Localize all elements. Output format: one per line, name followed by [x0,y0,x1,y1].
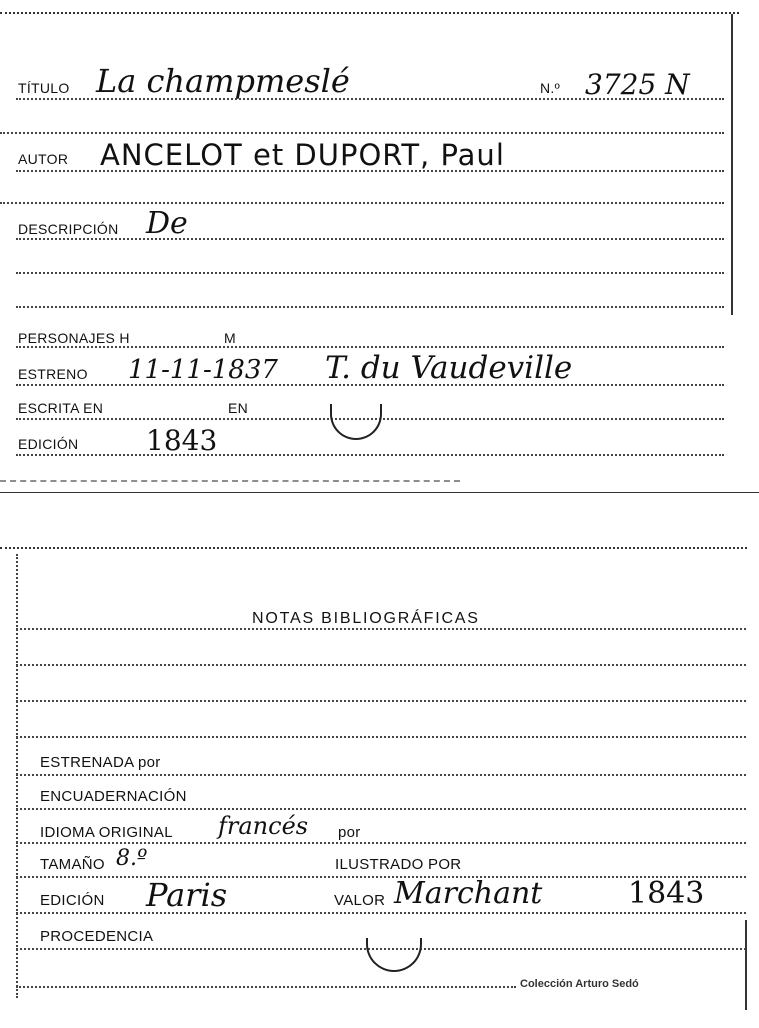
rule-idioma [16,842,746,844]
rule-bottom-partial [0,480,460,482]
idioma-original-value: francés [218,812,309,840]
personajes-label: PERSONAJES H [18,330,130,346]
autor-label: AUTOR [18,151,69,167]
titulo-value: La champmeslé [96,62,350,100]
rule-personajes [16,346,724,348]
rule-spacer-1 [0,132,724,134]
tamano-value: 8.º [116,846,148,871]
card-edge-right [745,920,747,1010]
collection-credit: Colección Arturo Sedó [520,978,639,990]
rule-notes-2 [16,664,746,666]
stamp-mark [366,938,422,972]
rule-encuadernacion [16,808,746,810]
card-edge-right [731,14,733,315]
idioma-original-label: IDIOMA ORIGINAL [40,824,173,841]
rule-edicion-b [16,912,746,914]
descripcion-value: De [146,206,188,241]
ilustrado-por-label: ILUSTRADO POR [335,856,462,873]
rule-titulo [16,98,724,100]
stamp-mark [330,404,382,440]
edicion-value: 1843 [146,424,218,457]
rule-descripcion [16,238,724,240]
card-edge-top [0,547,747,549]
titulo-label: TÍTULO [18,80,70,96]
rule-descripcion-2 [16,272,724,274]
escrita-en-en-label: EN [228,400,249,416]
rule-notes-1 [16,628,746,630]
rule-estrenada [16,774,746,776]
rule-notes-3 [16,700,746,702]
catalog-card-back [0,540,759,1028]
card-edge-top [0,12,739,14]
edicion-b-label: EDICIÓN [40,892,105,909]
edicion-b-value: Paris [146,876,228,914]
rule-estreno [16,384,724,386]
tamano-label: TAMAÑO [40,856,105,873]
valor-label: VALOR [334,892,386,909]
rule-spacer-2 [0,202,724,204]
estreno-label: ESTRENO [18,366,88,382]
ano-value: 1843 [628,876,705,911]
catalog-card-front [0,0,759,495]
rule-procedencia-2 [16,986,516,988]
encuadernacion-label: ENCUADERNACIÓN [40,788,187,805]
rule-notes-4 [16,736,746,738]
card-edge-left [16,554,18,998]
numero-value: 3725 N [585,68,690,101]
editor-value: Marchant [394,876,543,911]
escrita-en-label: ESCRITA EN [18,400,104,416]
idioma-por-label: por [338,824,361,841]
estreno-fecha-value: 11-11-1837 [128,355,278,385]
estreno-teatro-value: T. du Vaudeville [325,350,573,386]
rule-descripcion-3 [16,306,724,308]
rule-edicion [16,454,724,456]
edicion-label: EDICIÓN [18,436,79,452]
numero-label: N.º [540,80,561,96]
card-edge-bottom [0,492,759,493]
autor-value: ANCELOT et DUPORT, Paul [100,138,505,172]
rule-autor [16,170,724,172]
estrenada-por-label: ESTRENADA por [40,754,161,771]
procedencia-label: PROCEDENCIA [40,928,154,945]
descripcion-label: DESCRIPCIÓN [18,221,119,237]
personajes-m-label: M [224,330,236,346]
notas-bibliograficas-heading: NOTAS BIBLIOGRÁFICAS [252,610,480,627]
